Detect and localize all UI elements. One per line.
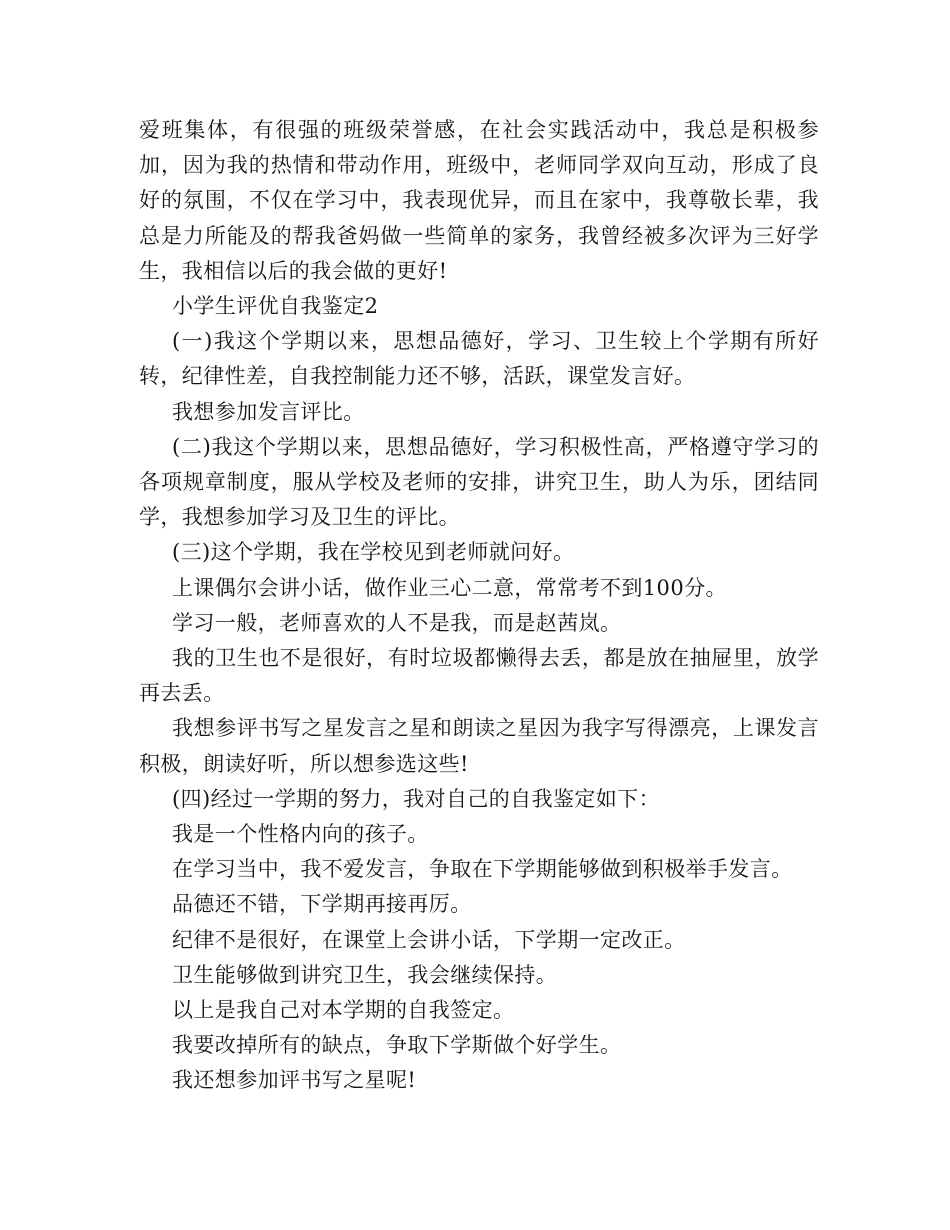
paragraph: 卫生能够做到讲究卫生，我会继续保持。 <box>172 962 558 987</box>
paragraph: 纪律不是很好，在课堂上会讲小话，下学期一定改正。 <box>172 927 686 952</box>
paragraph: 我想参加发言评比。 <box>172 399 365 424</box>
paragraph: (一)我这个学期以来，思想品德好，学习、卫生较上个学期有所好转，纪律性差，自我控制能力还不够，活跃，课堂发言好。 <box>139 329 819 389</box>
paragraph: (四)经过一学期的努力，我对自己的自我鉴定如下： <box>172 786 660 811</box>
paragraph: 学习一般，老师喜欢的人不是我，而是赵茜岚。 <box>172 610 622 635</box>
paragraph: (二)我这个学期以来，思想品德好，学习积极性高，严格遵守学习的各项规章制度，服从学校及老师的安排，讲究卫生，助人为乐，团结同学，我想参加学习及卫生的评比。 <box>139 434 819 530</box>
paragraph: 上课偶尔会讲小话，做作业三心二意，常常考不到100分。 <box>172 575 727 600</box>
paragraph: 我想参评书写之星发言之星和朗读之星因为我字写得漂亮，上课发言积极，朗读好听，所以想参选这些! <box>139 716 819 776</box>
paragraph: 我是一个性格内向的孩子。 <box>172 822 429 847</box>
paragraph: 品德还不错，下学期再接再厉。 <box>172 892 472 917</box>
paragraph: (三)这个学期，我在学校见到老师就问好。 <box>172 540 575 565</box>
paragraph: 我还想参加评书写之星呢! <box>172 1068 417 1093</box>
paragraph: 我要改掉所有的缺点，争取下学斯做个好学生。 <box>172 1033 622 1058</box>
paragraph: 在学习当中，我不爱发言，争取在下学期能够做到积极举手发言。 <box>172 857 793 882</box>
section-heading: 小学生评优自我鉴定2 <box>172 294 379 319</box>
document-body <box>139 113 819 1099</box>
paragraph-continuation: 爱班集体，有很强的班级荣誉感，在社会实践活动中，我总是积极参加，因为我的热情和带动作用，班级中，老师同学双向互动，形成了良好的氛围，不仅在学习中，我表现优异，而且在家中，我尊敬长辈，我总是力所能及的帮我爸妈做一些简单的家务，我曾经被多次评为三好学生，我相信以后的我会做的更好! <box>139 118 819 283</box>
paragraph: 我的卫生也不是很好，有时垃圾都懒得去丢，都是放在抽屉里，放学再去丢。 <box>139 646 819 706</box>
paragraph: 以上是我自己对本学期的自我签定。 <box>172 998 515 1023</box>
